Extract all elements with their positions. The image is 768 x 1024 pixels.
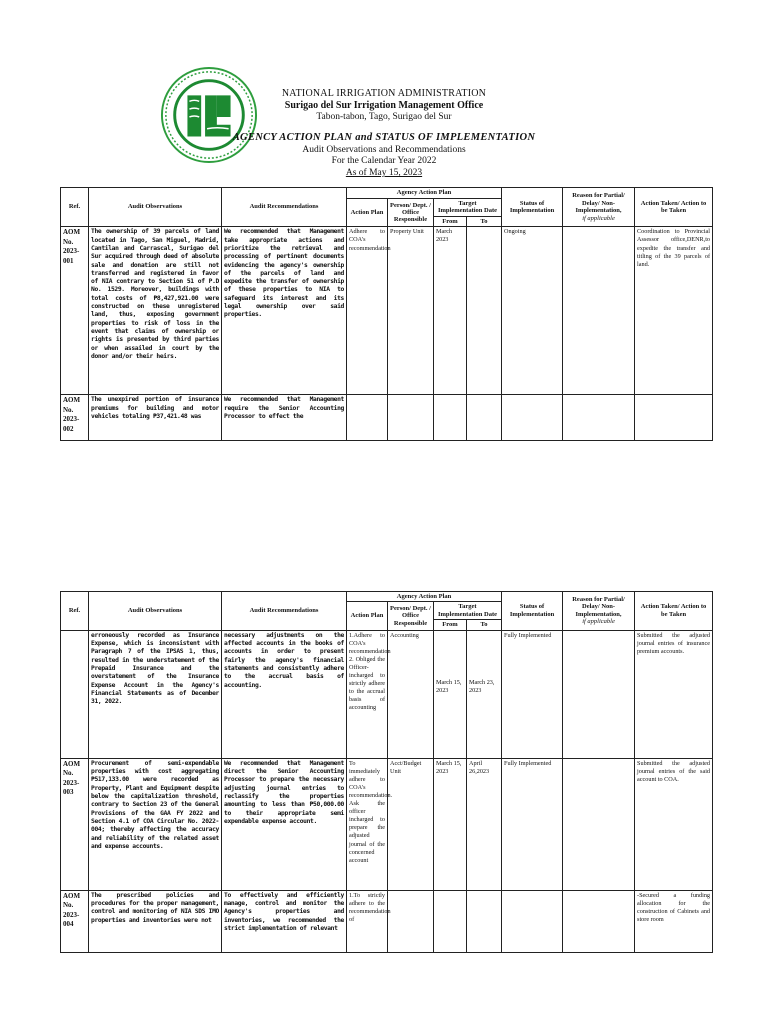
cell-reason	[563, 630, 635, 758]
cell-action-plan: 1.Adhere to COA's recommendation 2. Obliged the Officer-incharged to strictly adhere to the accrual basis of accounting	[347, 630, 388, 758]
col-action-plan: Action Plan	[347, 602, 388, 630]
cell-status: Fully Implemented	[502, 630, 563, 758]
action-plan-table	[60, 187, 713, 441]
cell-from: March 15, 2023	[434, 630, 467, 758]
cell-reason	[563, 890, 635, 952]
cell-from	[434, 395, 467, 441]
col-agency-action-plan: Agency Action Plan	[347, 592, 502, 602]
col-status: Status of Implementation	[502, 188, 563, 227]
cell-reason	[563, 227, 635, 395]
col-observations: Audit Observations	[89, 592, 222, 631]
cell-ref: AOM No. 2023-001	[61, 227, 89, 395]
cell-ref: AOM No. 2023-003	[61, 758, 89, 890]
col-recommendations: Audit Recommendations	[222, 188, 347, 227]
document-title: AGENCY ACTION PLAN and STATUS OF IMPLEMENTATION	[232, 132, 536, 143]
cell-recommendation: To effectively and efficiently manage, control and monitor the Agency's properties and inventories, we recommended the strict implementation of relevant	[222, 890, 347, 952]
col-observations: Audit Observations	[89, 188, 222, 227]
cell-action-taken: Submitted the adjusted journal entries of insurance premium accounts.	[635, 630, 713, 758]
document-period: For the Calendar Year 2022	[331, 156, 437, 166]
col-action-taken: Action Taken/ Action to be Taken	[635, 592, 713, 631]
cell-action-plan: Adhere to COA's recommendation	[347, 227, 388, 395]
cell-ref: AOM No. 2023-004	[61, 890, 89, 952]
action-plan-table-continued	[60, 591, 713, 953]
cell-action-taken: Submitted the adjusted journal entries of the said account to COA.	[635, 758, 713, 890]
col-status: Status of Implementation	[502, 592, 563, 631]
col-action-taken: Action Taken/ Action to be Taken	[635, 188, 713, 227]
cell-ref	[61, 630, 89, 758]
cell-observation: The prescribed policies and procedures for the proper management, control and monitoring of NIA SDS IMO properties and inventories were not	[89, 890, 222, 952]
cell-to	[467, 890, 502, 952]
cell-action-plan: 1.To strictly adhere to the recommendation of	[347, 890, 388, 952]
report-page-2	[0, 585, 768, 1024]
col-action-plan: Action Plan	[347, 199, 388, 227]
col-reason-note: if applicable	[582, 214, 615, 222]
cell-person	[388, 890, 434, 952]
cell-from: March 15, 2023	[434, 758, 467, 890]
cell-action-plan	[347, 395, 388, 441]
table-row	[61, 890, 713, 952]
cell-from: March 2023	[434, 227, 467, 395]
cell-observation: The ownership of 39 parcels of land located in Tago, San Miguel, Madrid, Cantilan and Carrascal, Surigao del Sur acquired through deed of absolute sale and donation are still not transferred and registered in favor of NIA contrary to Section 51 of P.D No. 1529. Moreover, buildings with total costs of ₱8,427,921.00 were constructed on these unregistered land, thus, exposing government properties to risk of loss in the event that claims of ownership or rights is presented by third parties or when assailed in court by the donor and/or their heirs.	[89, 227, 222, 395]
cell-action-plan: To immediately adhere to COA's recommendation. Ask the officer incharged to prepare the adjusted journal of the concerned account	[347, 758, 388, 890]
cell-reason	[563, 758, 635, 890]
col-target: Target Implementation Date	[434, 199, 502, 217]
table-row	[61, 395, 713, 441]
cell-recommendation: We recommended that Management take appropriate actions and prioritize the retrieval and processing of pertinent documents evidencing the agency's ownership of the parcels of land and expedite the transfer of ownership of these properties to NIA to safeguard its interest and its legal ownership over said properties.	[222, 227, 347, 395]
col-reason-label: Reason for Partial/ Delay/ Non-Implementation,	[572, 596, 625, 618]
col-reason-label: Reason for Partial/ Delay/ Non-Implementation,	[572, 192, 625, 215]
cell-to	[467, 227, 502, 395]
cell-observation: Procurement of semi-expendable properties with cost aggregating ₱517,133.00 were recorded as Property, Plant and Equipment despite below the capitalization threshold, contrary to Section 23 of the General Provisions of the GAA FY 2022 and Section 4.1 of COA Circular No. 2022-004; thereby affecting the accuracy and reliability of the related asset and expense accounts.	[89, 758, 222, 890]
cell-action-taken: Coordination to Provincial Assessor office,DENR,to expedite the transfer and titling of the 39 parcels of land.	[635, 227, 713, 395]
col-person: Person/ Dept. / Office Responsible	[388, 199, 434, 227]
col-recommendations: Audit Recommendations	[222, 592, 347, 631]
cell-to	[467, 395, 502, 441]
office-address: Tabon-tabon, Tago, Surigao del Sur	[316, 112, 452, 122]
cell-to: March 23, 2023	[467, 630, 502, 758]
table-row	[61, 227, 713, 395]
table-row	[61, 630, 713, 758]
report-page-1	[0, 0, 768, 460]
cell-to: April 26,2023	[467, 758, 502, 890]
col-ref: Ref.	[61, 592, 89, 631]
cell-recommendation: We recommended that Management require the Senior Accounting Processor to effect the	[222, 395, 347, 441]
office-name: Surigao del Sur Irrigation Management Office	[284, 100, 484, 111]
col-to: To	[467, 620, 502, 630]
cell-observation: The unexpired portion of insurance premiums for building and motor vehicles totaling ₱37,421.48 was	[89, 395, 222, 441]
col-reason	[563, 188, 635, 227]
cell-action-taken	[635, 395, 713, 441]
cell-status: Fully Implemented	[502, 758, 563, 890]
document-subtitle: Audit Observations and Recommendations	[302, 145, 466, 155]
cell-status: Ongoing	[502, 227, 563, 395]
cell-recommendation: necessary adjustments on the affected accounts in the books of accounts in order to present fairly the agency's financial statements and consistently adhere to the accrual basis of accounting.	[222, 630, 347, 758]
table-row	[61, 758, 713, 890]
col-from: From	[434, 216, 467, 226]
cell-observation: erroneously recorded as Insurance Expense, which is inconsistent with Paragraph 7 of the IPSAS 1, thus, resulted in the understatement of the Prepaid Insurance and the overstatement of the Insurance Expense Account in the Agency's Financial Statements as of December 31, 2022.	[89, 630, 222, 758]
agency-name: NATIONAL IRRIGATION ADMINISTRATION	[281, 88, 487, 99]
col-agency-action-plan: Agency Action Plan	[347, 188, 502, 199]
col-reason-note: if applicable	[582, 618, 615, 626]
cell-person	[388, 395, 434, 441]
col-ref: Ref.	[61, 188, 89, 227]
col-target: Target Implementation Date	[434, 602, 502, 620]
cell-person: Property Unit	[388, 227, 434, 395]
cell-person: Accounting	[388, 630, 434, 758]
cell-status	[502, 395, 563, 441]
col-to: To	[467, 216, 502, 226]
cell-reason	[563, 395, 635, 441]
cell-status	[502, 890, 563, 952]
as-of-date: As of May 15, 2023	[345, 168, 423, 178]
cell-person: Acct/Budget Unit	[388, 758, 434, 890]
col-person: Person/ Dept. / Office Responsible	[388, 602, 434, 630]
col-from: From	[434, 620, 467, 630]
cell-action-taken: -Secured a funding allocation for the construction of Cabinets and store room	[635, 890, 713, 952]
cell-ref: AOM No. 2023-002	[61, 395, 89, 441]
col-reason	[563, 592, 635, 631]
cell-recommendation: We recommended that Management direct the Senior Accounting Processor to prepare the necessary adjusting journal entries to reclassify the properties amounting to less than ₱50,000.00 to their appropriate semi expendable expense account.	[222, 758, 347, 890]
cell-from	[434, 890, 467, 952]
